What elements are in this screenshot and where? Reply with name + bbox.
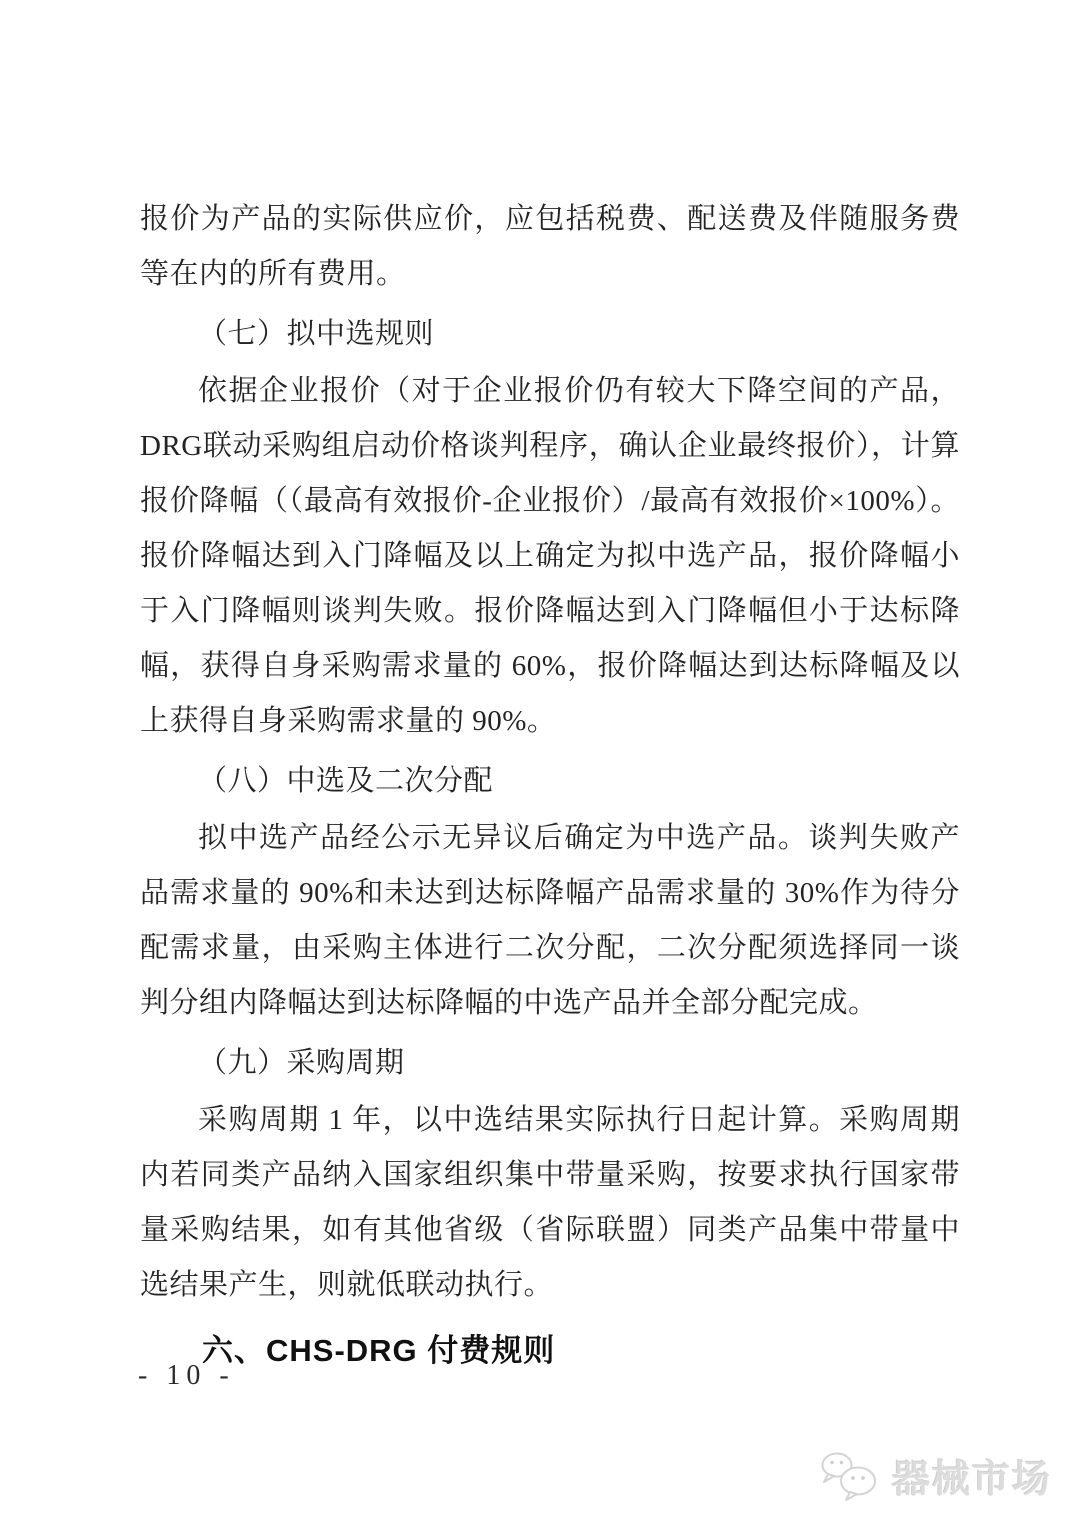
document-body bbox=[140, 192, 960, 1378]
paragraph: 报价为产品的实际供应价，应包括税费、配送费及伴随服务费等在内的所有费用。 bbox=[140, 203, 960, 290]
paragraph: 采购周期 1 年，以中选结果实际执行日起计算。采购周期内若同类产品纳入国家组织集中带量采购，按要求执行国家带量采购结果，如有其他省级（省际联盟）同类产品集中带量中选结果产生，则就低联动执行。 bbox=[140, 1104, 960, 1301]
paragraph: 依据企业报价（对于企业报价仍有较大下降空间的产品，DRG联动采购组启动价格谈判程序，确认企业最终报价），计算报价降幅（（最高有效报价-企业报价）/最高有效报价×100%）。报价降幅达到入门降幅及以上确定为拟中选产品，报价降幅小于入门降幅则谈判失败。报价降幅达到入门降幅但小于达标降幅，获得自身采购需求量的 60%，报价降幅达到达标降幅及以上获得自身采购需求量的 90%。 bbox=[140, 375, 960, 737]
section-subheading-9: （九）采购周期 bbox=[198, 1047, 405, 1079]
page-number: - 10 - bbox=[138, 1360, 235, 1391]
watermark-label: 器械市场 bbox=[891, 1459, 1052, 1501]
wechat-icon bbox=[816, 1450, 882, 1502]
section-subheading-8: （八）中选及二次分配 bbox=[198, 765, 494, 797]
paragraph: 拟中选产品经公示无异议后确定为中选产品。谈判失败产品需求量的 90%和未达到达标降幅产品需求量的 30%作为待分配需求量，由采购主体进行二次分配，二次分配须选择同一谈判分组内降幅达到达标降幅的中选产品并全部分配完成。 bbox=[140, 822, 960, 1019]
watermark bbox=[816, 1448, 1052, 1503]
section-subheading-7: （七）拟中选规则 bbox=[198, 318, 435, 350]
section-heading-6: 六、CHS-DRG 付费规则 bbox=[202, 1333, 556, 1368]
